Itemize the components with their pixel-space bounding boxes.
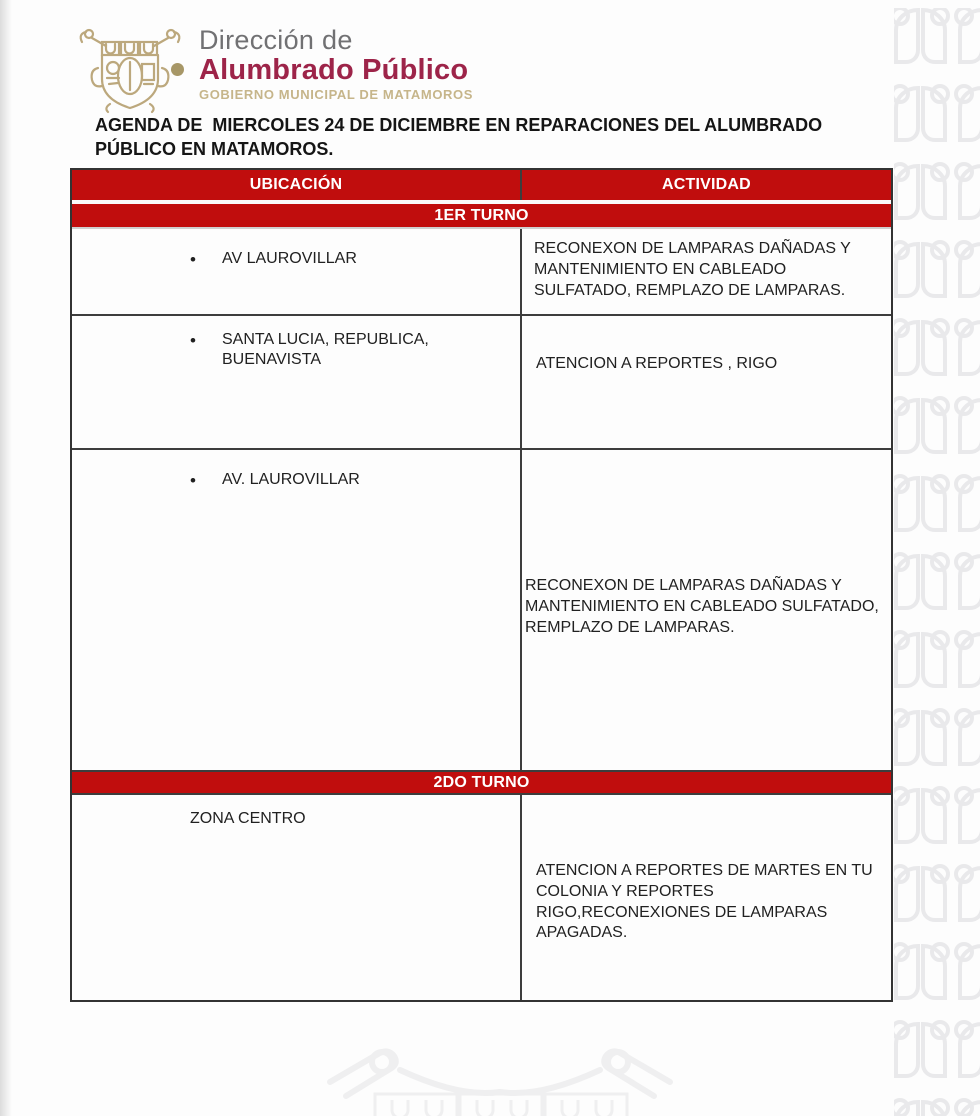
cell-actividad: RECONEXON DE LAMPARAS DAÑADAS Y MANTENIMIENTO EN CABLEADO SULFATADO, REMPLAZO DE LAMPARAS. <box>525 577 879 636</box>
page-title: AGENDA DE MIERCOLES 24 DE DICIEMBRE EN REPARACIONES DEL ALUMBRADO PÚBLICO EN MATAMOROS. <box>95 115 828 159</box>
cell-actividad: ATENCION A REPORTES , RIGO <box>536 355 778 372</box>
logo-text <box>199 26 473 103</box>
ubicacion-text: AV. LAUROVILLAR <box>222 471 360 488</box>
watermark-pattern-right-icon <box>890 0 980 1116</box>
bullet-icon: • <box>190 250 196 269</box>
ubicacion-text: AV LAUROVILLAR <box>222 250 357 267</box>
ubicacion-text: SANTA LUCIA, REPUBLICA, BUENAVISTA <box>222 331 429 368</box>
column-header-actividad: ACTIVIDAD <box>662 176 751 193</box>
table-header-row <box>72 170 891 200</box>
ubicacion-text: ZONA CENTRO <box>190 810 306 827</box>
logo-bullet-dot-icon <box>171 63 184 76</box>
table-row <box>72 229 891 314</box>
section-header-1er-turno: 1ER TURNO <box>72 204 891 229</box>
agenda-table <box>70 168 893 1002</box>
bullet-icon: • <box>190 471 196 490</box>
cell-actividad: RECONEXON DE LAMPARAS DAÑADAS Y MANTENIMIENTO EN CABLEADO SULFATADO, REMPLAZO DE LAMPARAS. <box>534 240 851 299</box>
table-row <box>72 314 891 448</box>
bullet-icon: • <box>190 331 196 350</box>
table-row <box>72 795 891 1000</box>
cell-ubicacion <box>72 316 522 448</box>
page-edge-shadow <box>0 0 12 1116</box>
section-header-2do-turno: 2DO TURNO <box>72 770 891 795</box>
cell-actividad: ATENCION A REPORTES DE MARTES EN TU COLONIA Y REPORTES RIGO,RECONEXIONES DE LAMPARAS APAGADAS. <box>536 862 873 942</box>
logo-department-label: Dirección de <box>199 25 353 55</box>
cell-ubicacion <box>72 229 522 314</box>
logo-department-name: Alumbrado Público <box>199 54 469 87</box>
watermark-crest-bottom-icon <box>270 1040 730 1116</box>
column-header-ubicacion: UBICACIÓN <box>72 170 522 200</box>
table-row <box>72 448 891 770</box>
logo-government-label: GOBIERNO MUNICIPAL DE MATAMOROS <box>199 87 474 103</box>
cell-ubicacion <box>72 450 522 770</box>
cell-ubicacion <box>72 795 522 1000</box>
